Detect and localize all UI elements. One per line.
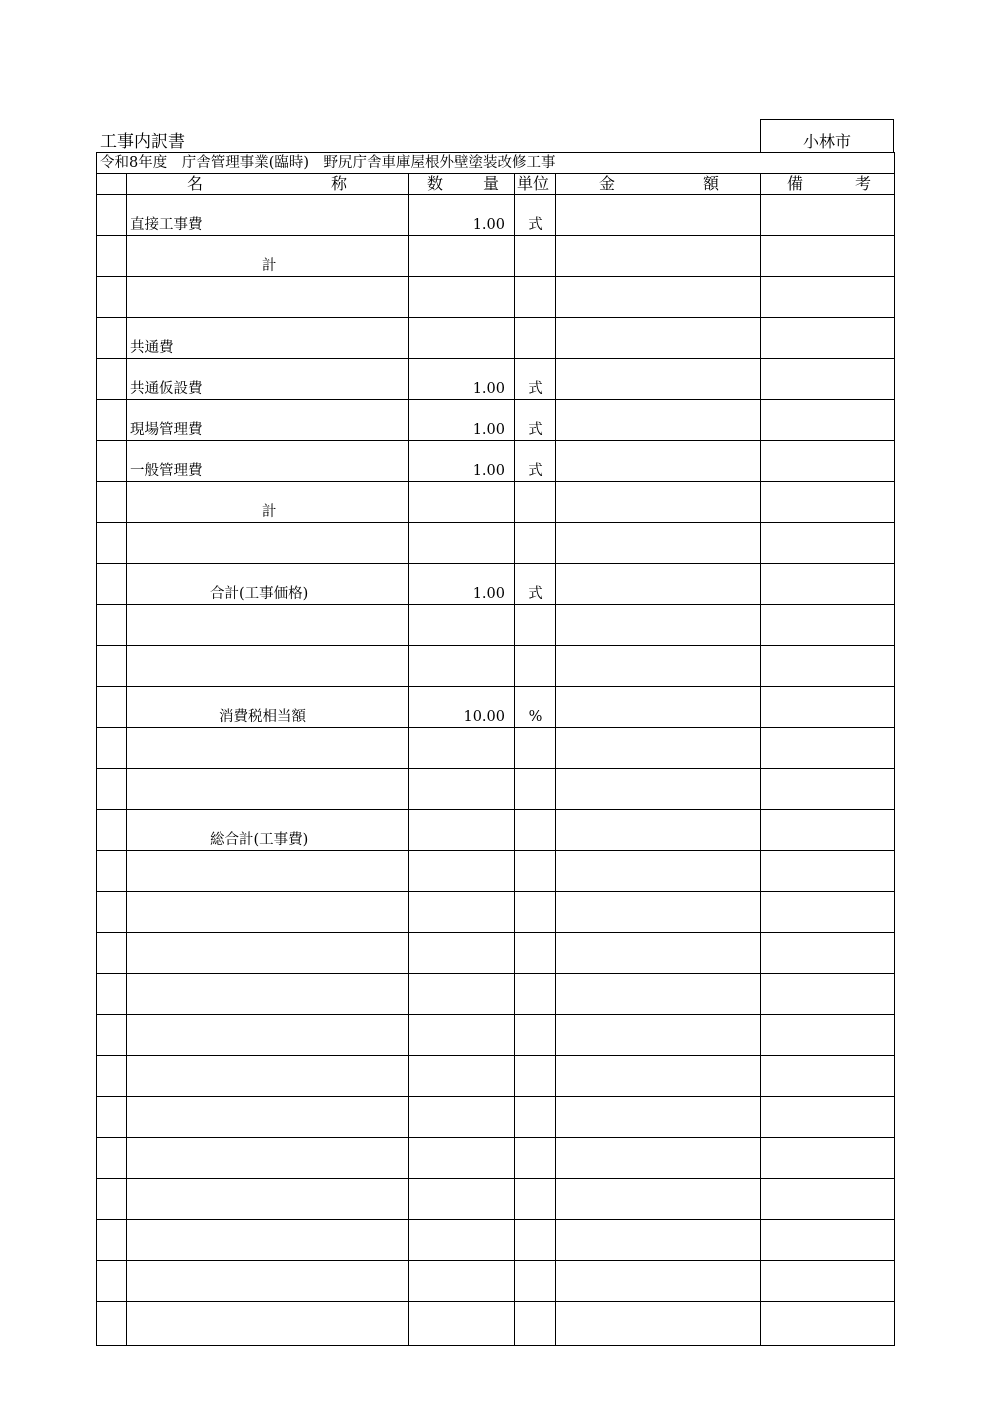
project-title: 令和8年度 庁舎管理事業(臨時) 野尻庁舎車庫屋根外壁塗装改修工事	[100, 155, 556, 171]
table-row	[97, 564, 894, 605]
column-divider	[126, 174, 127, 1345]
table-row	[97, 236, 894, 277]
table-row	[97, 974, 894, 1015]
table-row	[97, 933, 894, 974]
table-row	[97, 769, 894, 810]
item-quantity: 1.00	[472, 586, 505, 602]
item-name: 共通費	[130, 340, 174, 356]
column-divider	[555, 174, 556, 1345]
table-row	[97, 400, 894, 441]
item-name: 計	[262, 258, 277, 274]
header-name-1: 名	[187, 174, 204, 193]
table-row	[97, 892, 894, 933]
header-remarks-2: 考	[855, 174, 872, 193]
item-unit: 式	[528, 586, 543, 602]
table-row	[97, 318, 894, 359]
item-unit: 式	[528, 463, 543, 479]
table-row	[97, 1302, 894, 1343]
table-row	[97, 605, 894, 646]
table-row	[97, 1015, 894, 1056]
item-name: 計	[262, 504, 277, 520]
item-quantity: 10.00	[463, 709, 505, 725]
table-row	[97, 277, 894, 318]
table-row	[97, 1261, 894, 1302]
city-name: 小林市	[802, 132, 851, 151]
item-name: 合計(工事価格)	[210, 586, 309, 602]
table-header	[97, 174, 894, 195]
item-unit: 式	[528, 217, 543, 233]
header-amount-1: 金	[599, 174, 616, 193]
header-unit: 単位	[517, 174, 550, 193]
header-qty-2: 量	[483, 174, 500, 193]
column-divider	[760, 174, 761, 1345]
table-row	[97, 1220, 894, 1261]
table-row	[97, 359, 894, 400]
table-row	[97, 851, 894, 892]
item-unit: %	[528, 709, 543, 725]
table-row	[97, 482, 894, 523]
item-name: 一般管理費	[130, 463, 203, 479]
table-row	[97, 687, 894, 728]
item-name: 直接工事費	[130, 217, 203, 233]
table-row	[97, 523, 894, 564]
item-quantity: 1.00	[472, 381, 505, 397]
table-row	[97, 195, 894, 236]
item-name: 現場管理費	[130, 422, 203, 438]
table-row	[97, 810, 894, 851]
header-amount-2: 額	[703, 174, 720, 193]
item-unit: 式	[528, 381, 543, 397]
table-row	[97, 1056, 894, 1097]
item-name: 共通仮設費	[130, 381, 203, 397]
breakdown-sheet	[96, 152, 895, 1346]
project-title-row	[97, 153, 894, 174]
item-quantity: 1.00	[472, 217, 505, 233]
item-name: 消費税相当額	[219, 709, 306, 725]
item-name: 総合計(工事費)	[210, 832, 309, 848]
table-row	[97, 1138, 894, 1179]
document-title: 工事内訳書	[100, 132, 185, 152]
item-quantity: 1.00	[472, 463, 505, 479]
table-row	[97, 1097, 894, 1138]
table-row	[97, 1179, 894, 1220]
header-qty-1: 数	[427, 174, 444, 193]
item-unit: 式	[528, 422, 543, 438]
column-divider	[408, 174, 409, 1345]
header-name-2: 称	[331, 174, 348, 193]
table-row	[97, 646, 894, 687]
item-quantity: 1.00	[472, 422, 505, 438]
header-remarks-1: 備	[787, 174, 804, 193]
table-row	[97, 441, 894, 482]
column-divider	[514, 174, 515, 1345]
table-row	[97, 728, 894, 769]
city-box	[760, 119, 894, 152]
